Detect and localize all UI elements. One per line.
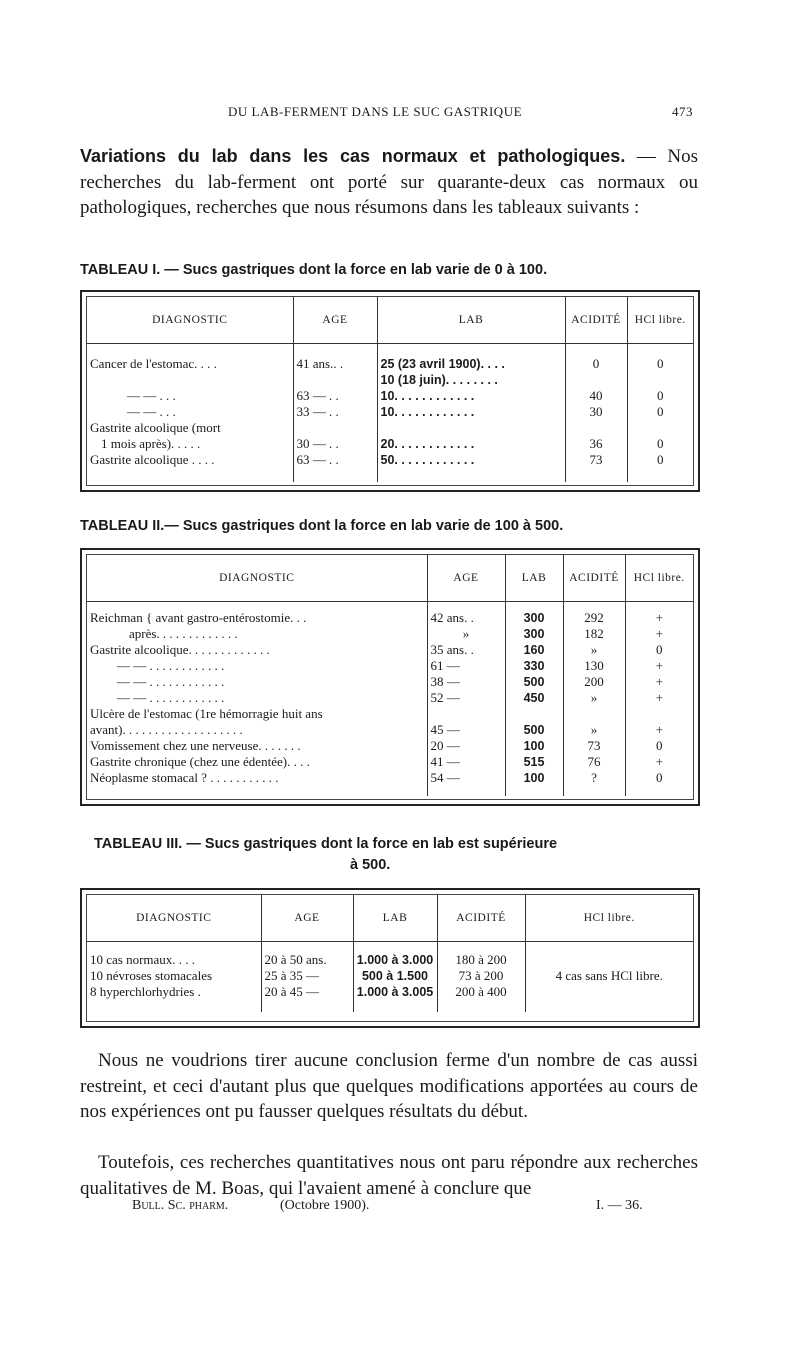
table-row xyxy=(87,658,693,674)
cell-diagnostic: 8 hyperchlorhydries . xyxy=(90,983,201,999)
cell-hcl xyxy=(627,372,693,388)
conclusion-paragraph-1: Nous ne voudrions tirer aucune conclusion ferme d'un nombre de cas aussi restreint, et ceci d'autant plus que quelques modifications apportées au cours de nos expériences ont pu fausser quelques résultats du début. xyxy=(80,1050,698,1122)
table2-header-row xyxy=(87,555,693,602)
cell-age: 41 ans.. . xyxy=(293,356,377,372)
footer-date: (Octobre 1900). xyxy=(280,1198,370,1213)
cell-age: 63 — . . xyxy=(293,388,377,404)
cell-diagnostic: Gastrite alcoolique . . . . xyxy=(90,451,215,467)
cell-hcl: + xyxy=(625,626,693,642)
cell-age xyxy=(293,420,377,436)
cell-acidite: 200 xyxy=(563,674,625,690)
cell-age: 20 à 50 ans. xyxy=(261,952,353,968)
cell-diagnostic: après. . . . . . . . . . . . . xyxy=(90,625,238,641)
cell-diagnostic xyxy=(87,372,293,388)
cell-age: 25 à 35 — xyxy=(261,968,353,984)
table1-col-diagnostic: DIAGNOSTIC xyxy=(87,297,293,344)
cell-age: 38 — xyxy=(427,674,505,690)
table-row xyxy=(87,452,693,468)
cell-acidite: 200 à 400 xyxy=(437,984,525,1000)
cell-lab: 10 (18 juin). . . . . . . . xyxy=(377,372,565,388)
cell-lab: 20. . . . . . . . . . . . xyxy=(377,436,565,452)
cell-diagnostic: 10 cas normaux. . . . xyxy=(90,951,196,967)
cell-hcl: 0 xyxy=(627,356,693,372)
cell-age: 30 — . . xyxy=(293,436,377,452)
cell-acidite: ? xyxy=(563,770,625,786)
cell-lab: 10. . . . . . . . . . . . xyxy=(377,404,565,420)
cell-age: 52 — xyxy=(427,690,505,706)
cell-acidite xyxy=(565,420,627,436)
cell-hcl: + xyxy=(625,690,693,706)
table-row xyxy=(87,738,693,754)
footer-journal: Bull. Sc. pharm. xyxy=(132,1198,229,1213)
cell-hcl xyxy=(625,706,693,722)
table2-col-acidite: ACIDITÉ xyxy=(563,555,625,602)
cell-hcl: + xyxy=(625,722,693,738)
table-row xyxy=(87,626,693,642)
table1-header-row xyxy=(87,297,693,344)
cell-diagnostic: Gastrite chronique (chez une édentée). . . . xyxy=(90,753,310,769)
cell-age: 42 ans. . xyxy=(427,610,505,626)
table-row xyxy=(87,674,693,690)
cell-diagnostic: avant). . . . . . . . . . . . . . . . . . . xyxy=(90,721,243,737)
table3-col-diagnostic: DIAGNOSTIC xyxy=(87,895,261,942)
cell-acidite: 40 xyxy=(565,388,627,404)
cell-hcl: + xyxy=(625,754,693,770)
table-row xyxy=(87,388,693,404)
table3-header-row xyxy=(87,895,693,942)
cell-age xyxy=(293,372,377,388)
cell-age: 63 — . . xyxy=(293,452,377,468)
cell-lab: 10. . . . . . . . . . . . xyxy=(377,388,565,404)
table3-col-lab: LAB xyxy=(353,895,437,942)
cell-diagnostic: Ulcère de l'estomac (1re hémorragie huit ans xyxy=(90,705,323,721)
cell-lab: 1.000 à 3.005 xyxy=(353,984,437,1000)
intro-paragraph xyxy=(80,144,698,221)
cell-lab: 500 à 1.500 xyxy=(353,968,437,984)
running-head-title: DU LAB-FERMENT DANS LE SUC GASTRIQUE xyxy=(228,104,523,119)
cell-hcl: 0 xyxy=(625,642,693,658)
cell-lab: 1.000 à 3.000 xyxy=(353,952,437,968)
table-row xyxy=(87,404,693,420)
table1 xyxy=(80,290,700,492)
cell-hcl: 0 xyxy=(627,436,693,452)
cell-age: 54 — xyxy=(427,770,505,786)
table-row xyxy=(87,952,693,968)
cell-acidite: 36 xyxy=(565,436,627,452)
cell-acidite: 0 xyxy=(565,356,627,372)
conclusion-paragraph-2: Toutefois, ces recherches quantitatives nous ont paru répondre aux recherches qualitatives de M. Boas, qui l'avaient amené à conclure que xyxy=(80,1152,698,1199)
cell-acidite: 73 xyxy=(563,738,625,754)
cell-age: 20 — xyxy=(427,738,505,754)
cell-diagnostic: Reichman { avant gastro-entérostomie. . . xyxy=(90,609,307,625)
cell-age: 61 — xyxy=(427,658,505,674)
hcl-note: 4 cas sans HCl libre. xyxy=(525,952,693,1000)
cell-age xyxy=(427,706,505,722)
table-row xyxy=(87,610,693,626)
cell-diagnostic: — — . . . xyxy=(127,403,176,419)
cell-diagnostic: 1 mois après). . . . . xyxy=(101,435,201,451)
table1-col-age: AGE xyxy=(293,297,377,344)
cell-acidite: » xyxy=(563,690,625,706)
cell-lab: 160 xyxy=(505,642,563,658)
cell-hcl: 0 xyxy=(625,770,693,786)
cell-age: 35 ans. . xyxy=(427,642,505,658)
table-row xyxy=(87,420,693,436)
cell-hcl: 0 xyxy=(627,452,693,468)
table-row xyxy=(87,642,693,658)
table-row xyxy=(87,722,693,738)
cell-diagnostic: — — . . . . . . . . . . . . xyxy=(117,673,225,689)
cell-hcl: 0 xyxy=(627,388,693,404)
cell-lab xyxy=(505,706,563,722)
cell-diagnostic: — — . . . xyxy=(127,387,176,403)
cell-acidite: 73 à 200 xyxy=(437,968,525,984)
table1-col-lab: LAB xyxy=(377,297,565,344)
cell-lab: 300 xyxy=(505,626,563,642)
table-row xyxy=(87,372,693,388)
cell-acidite: 76 xyxy=(563,754,625,770)
cell-age: 45 — xyxy=(427,722,505,738)
table3-col-hcl: HCl libre. xyxy=(525,895,693,942)
cell-acidite: 130 xyxy=(563,658,625,674)
table1-col-hcl: HCl libre. xyxy=(627,297,693,344)
cell-lab: 100 xyxy=(505,770,563,786)
cell-hcl: + xyxy=(625,658,693,674)
cell-diagnostic: 10 névroses stomacales xyxy=(90,967,213,983)
table3-col-age: AGE xyxy=(261,895,353,942)
table2-caption: TABLEAU II.— Sucs gastriques dont la force en lab varie de 100 à 500. xyxy=(80,518,564,534)
cell-age: 33 — . . xyxy=(293,404,377,420)
table1-grid xyxy=(87,297,693,482)
cell-hcl: + xyxy=(625,610,693,626)
table2 xyxy=(80,548,700,806)
table-row xyxy=(87,754,693,770)
table1-caption: TABLEAU I. — Sucs gastriques dont la force en lab varie de 0 à 100. xyxy=(80,262,548,278)
footer-signature: I. — 36. xyxy=(596,1198,643,1213)
cell-hcl: 0 xyxy=(625,738,693,754)
cell-diagnostic: Cancer de l'estomac. . . . xyxy=(90,355,217,371)
table1-col-acidite: ACIDITÉ xyxy=(565,297,627,344)
cell-lab: 300 xyxy=(505,610,563,626)
cell-acidite: 292 xyxy=(563,610,625,626)
cell-acidite: 180 à 200 xyxy=(437,952,525,968)
cell-lab: 500 xyxy=(505,722,563,738)
table-row xyxy=(87,690,693,706)
table-row xyxy=(87,770,693,786)
cell-lab: 330 xyxy=(505,658,563,674)
cell-hcl xyxy=(627,420,693,436)
table2-col-lab: LAB xyxy=(505,555,563,602)
cell-lab: 515 xyxy=(505,754,563,770)
table3-caption-line1: TABLEAU III. — Sucs gastriques dont la force en lab est supérieure xyxy=(94,836,558,852)
cell-acidite xyxy=(565,372,627,388)
table-row xyxy=(87,706,693,722)
table2-col-diagnostic: DIAGNOSTIC xyxy=(87,555,427,602)
table2-grid xyxy=(87,555,693,796)
cell-diagnostic: — — . . . . . . . . . . . . xyxy=(117,657,225,673)
cell-hcl: 0 xyxy=(627,404,693,420)
cell-lab: 100 xyxy=(505,738,563,754)
cell-acidite: 30 xyxy=(565,404,627,420)
cell-age: 20 à 45 — xyxy=(261,984,353,1000)
cell-diagnostic: Gastrite alcoolique. . . . . . . . . . . . . xyxy=(90,641,270,657)
cell-diagnostic: — — . . . . . . . . . . . . xyxy=(117,689,225,705)
cell-lab: 500 xyxy=(505,674,563,690)
cell-acidite: 182 xyxy=(563,626,625,642)
table3-col-acidite: ACIDITÉ xyxy=(437,895,525,942)
table3-grid xyxy=(87,895,693,1012)
page-number: 473 xyxy=(672,104,693,119)
cell-lab: 25 (23 avril 1900). . . . xyxy=(377,356,565,372)
cell-acidite: » xyxy=(563,722,625,738)
cell-diagnostic: Vomissement chez une nerveuse. . . . . . . xyxy=(90,737,301,753)
cell-acidite: 73 xyxy=(565,452,627,468)
cell-lab: 450 xyxy=(505,690,563,706)
intro-heading: Variations du lab dans les cas normaux et pathologiques. xyxy=(80,146,626,166)
cell-diagnostic: Gastrite alcoolique (mort xyxy=(90,419,221,435)
cell-age: » xyxy=(427,626,505,642)
intro-text: — Nos recherches du lab-ferment ont porté sur quarante-deux cas normaux ou pathologiques, recherches que nous résumons dans les tableaux suivants : xyxy=(80,146,698,218)
cell-age: 41 — xyxy=(427,754,505,770)
cell-lab xyxy=(377,420,565,436)
table2-col-hcl: HCl libre. xyxy=(625,555,693,602)
cell-diagnostic: Néoplasme stomacal ? . . . . . . . . . . . xyxy=(90,769,279,785)
table-row xyxy=(87,356,693,372)
table2-col-age: AGE xyxy=(427,555,505,602)
cell-lab: 50. . . . . . . . . . . . xyxy=(377,452,565,468)
cell-hcl: + xyxy=(625,674,693,690)
cell-acidite xyxy=(563,706,625,722)
table3-caption-line2: à 500. xyxy=(350,857,391,873)
table3 xyxy=(80,888,700,1028)
table-row xyxy=(87,436,693,452)
cell-acidite: » xyxy=(563,642,625,658)
